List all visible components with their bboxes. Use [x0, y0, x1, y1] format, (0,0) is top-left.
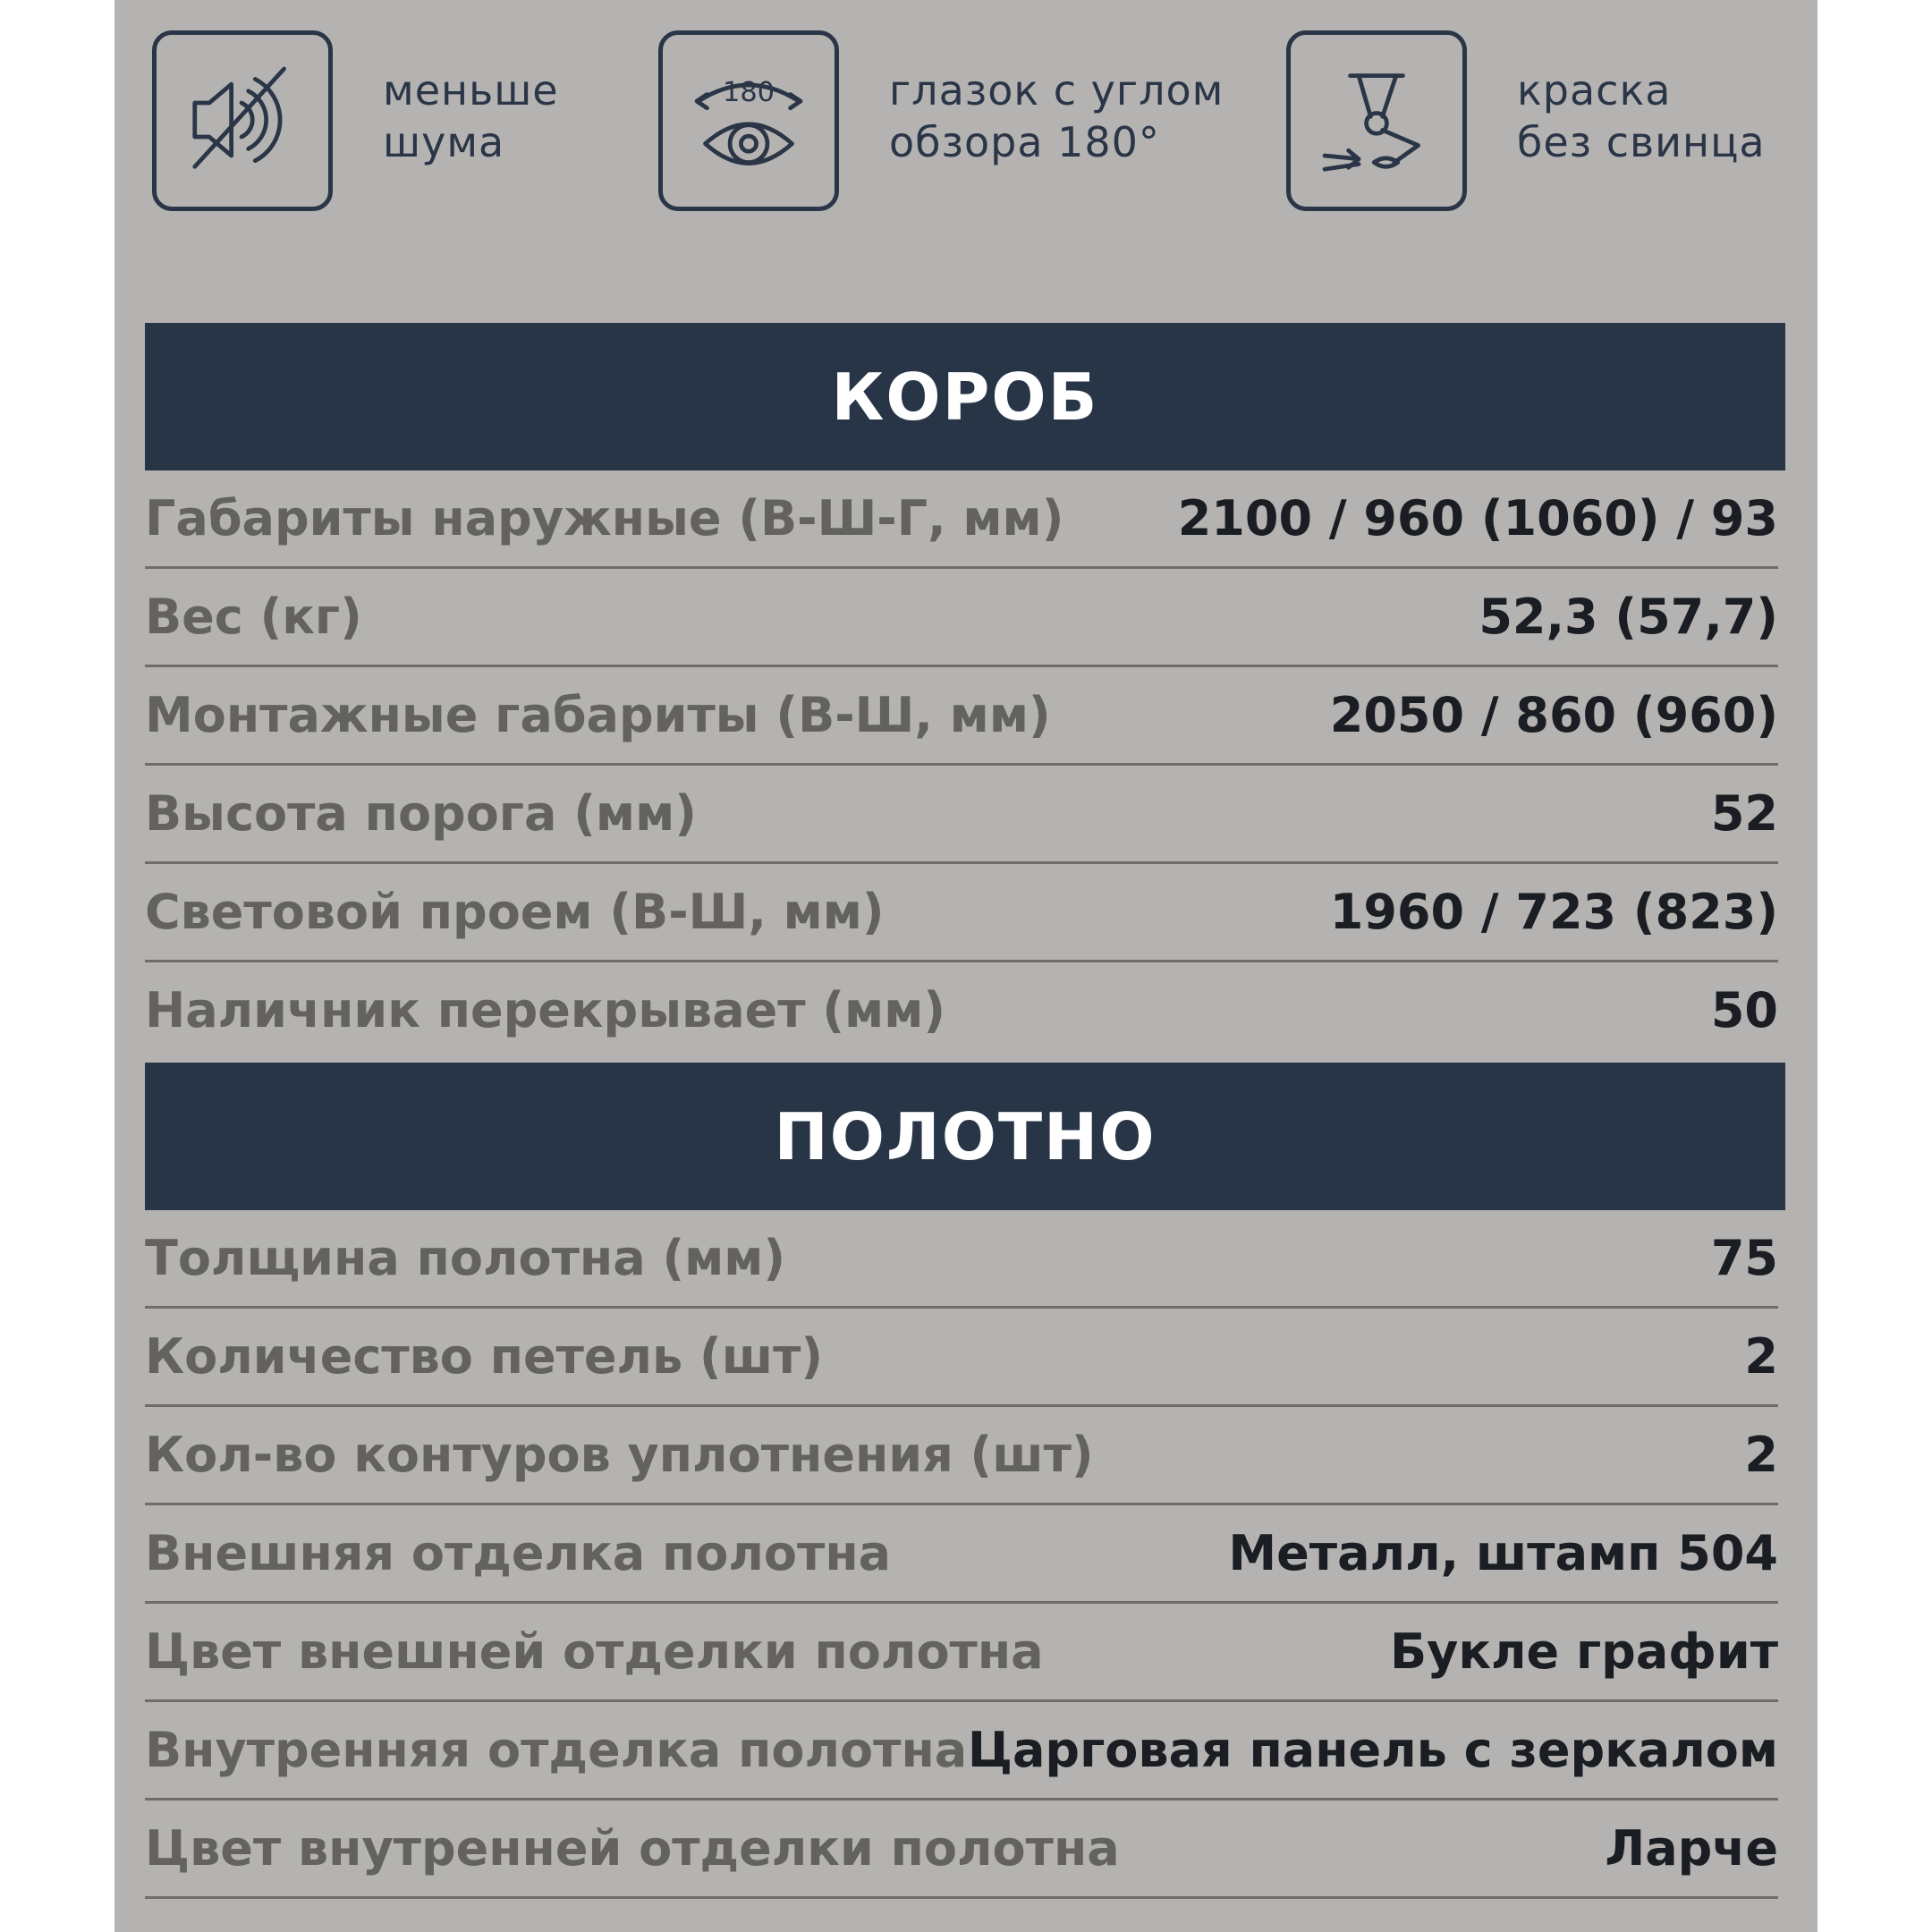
- features-strip: [114, 0, 1818, 224]
- spec-value: 2050 / 860 (960): [1329, 687, 1778, 743]
- feature-noise-text: [383, 64, 559, 168]
- spec-value: Букле графит: [1389, 1623, 1778, 1680]
- spec-row: [145, 1604, 1778, 1702]
- feature-line: обзора 180°: [889, 118, 1160, 166]
- spec-row: [145, 864, 1778, 962]
- spec-value: 2: [1744, 1328, 1778, 1385]
- section-header-leaf: ПОЛОТНО: [145, 1063, 1785, 1210]
- spec-label: Цвет внутренней отделки полотна: [145, 1820, 1120, 1877]
- spec-value: Металл, штамп 504: [1228, 1525, 1778, 1581]
- spec-label: Кол-во контуров уплотнения (шт): [145, 1427, 1094, 1483]
- spec-label: Высота порога (мм): [145, 785, 697, 842]
- spec-label: Габариты наружные (В-Ш-Г, мм): [145, 490, 1064, 547]
- spec-label: Монтажные габариты (В-Ш, мм): [145, 687, 1051, 743]
- feature-line: меньше: [383, 66, 559, 114]
- spec-row: [145, 667, 1778, 766]
- spec-row: [145, 1210, 1778, 1309]
- spec-label: Толщина полотна (мм): [145, 1230, 786, 1286]
- spec-row: [145, 1702, 1778, 1801]
- spec-value: Царговая панель с зеркалом: [967, 1722, 1778, 1778]
- section-header-frame: КОРОБ: [145, 323, 1785, 470]
- spec-row: [145, 569, 1778, 667]
- spec-value: 2100 / 960 (1060) / 93: [1177, 490, 1778, 547]
- feature-line: краска: [1517, 66, 1672, 114]
- feature-line: глазок с углом: [889, 66, 1224, 114]
- spec-panel: [114, 0, 1818, 1932]
- spec-row: [145, 766, 1778, 864]
- spec-row: [145, 1309, 1778, 1407]
- spec-value: 2: [1744, 1427, 1778, 1483]
- spec-value: 50: [1710, 982, 1778, 1038]
- spec-label: Световой проем (В-Ш, мм): [145, 884, 885, 940]
- spec-label: Внешняя отделка полотна: [145, 1525, 892, 1581]
- spec-label: Наличник перекрывает (мм): [145, 982, 946, 1038]
- spec-row: [145, 1505, 1778, 1604]
- spec-value: 52: [1710, 785, 1778, 842]
- spec-label: Внутренняя отделка полотна: [145, 1722, 968, 1778]
- spec-label: Цвет внешней отделки полотна: [145, 1623, 1044, 1680]
- spec-label: Вес (кг): [145, 589, 362, 645]
- spec-row: [145, 1801, 1778, 1899]
- spec-row: [145, 470, 1778, 569]
- feature-line: шума: [383, 118, 505, 166]
- spec-row: [145, 1407, 1778, 1505]
- spec-value: Ларче: [1605, 1820, 1778, 1877]
- spec-value: 52,3 (57,7): [1479, 589, 1778, 645]
- feature-peephole-text: [889, 64, 1224, 168]
- spec-label: Количество петель (шт): [145, 1328, 824, 1385]
- peephole-180-icon: [658, 30, 839, 211]
- feature-paint-text: [1517, 64, 1766, 168]
- peephole-label: 180: [722, 77, 775, 109]
- feature-line: без свинца: [1517, 118, 1766, 166]
- sound-muted-icon: [152, 30, 333, 211]
- spec-value: 75: [1710, 1230, 1778, 1286]
- spec-value: 1960 / 723 (823): [1329, 884, 1778, 940]
- spray-paint-icon: [1286, 30, 1467, 211]
- spec-row: [145, 962, 1778, 1061]
